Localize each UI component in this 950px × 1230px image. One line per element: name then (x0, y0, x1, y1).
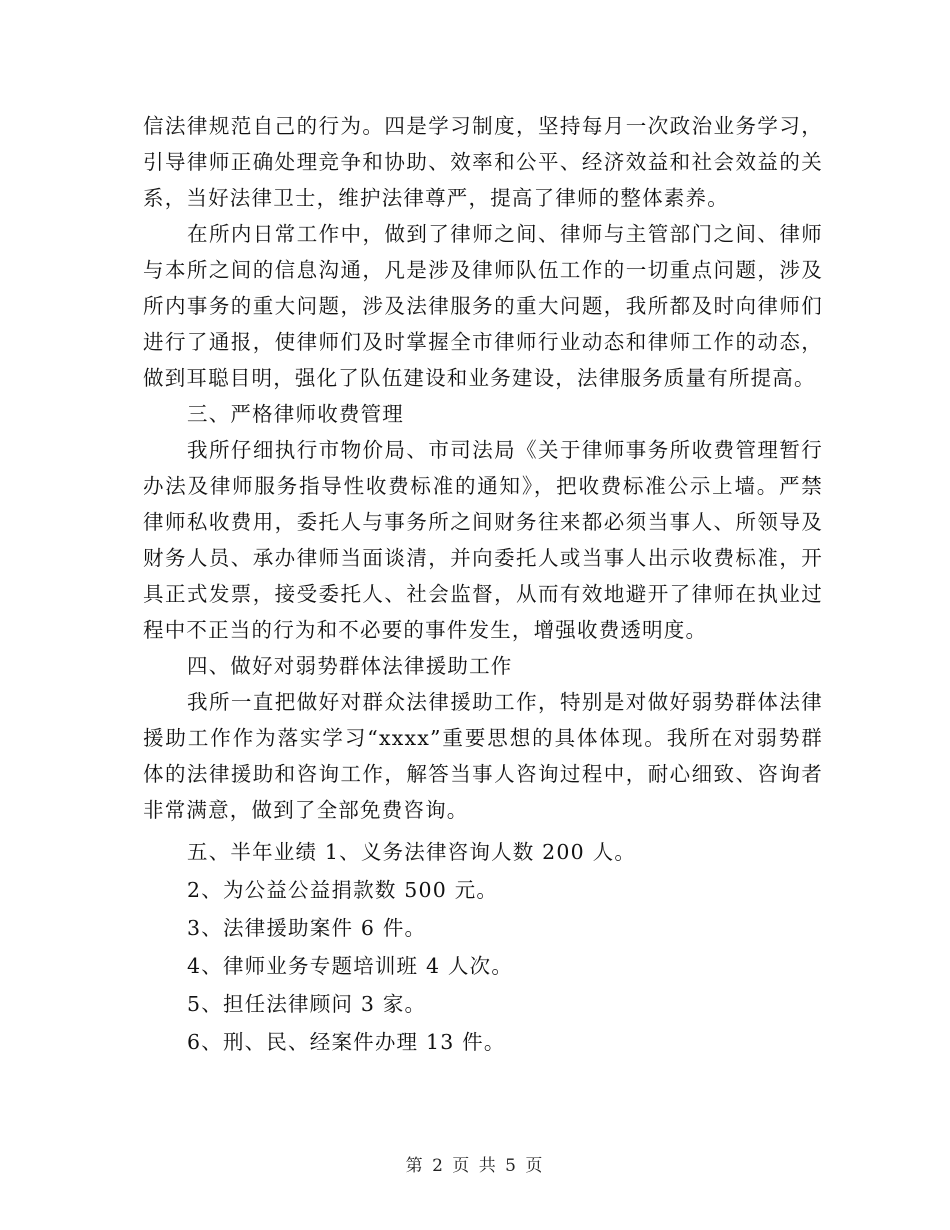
paragraph-legal-aid: 我所一直把做好对群众法律援助工作，特别是对做好弱势群体法律援助工作作为落实学习“xxxx”重要思想的具体体现。我所在对弱势群体的法律援助和咨询工作，解答当事人咨询过程中，耐心细致、咨询者非常满意，做到了全部免费咨询。 (143, 690, 823, 822)
list-item: 五、半年业绩 1、义务法律咨询人数 200 人。 (187, 840, 637, 864)
section-heading-fee-management: 三、严格律师收费管理 (187, 402, 404, 426)
performance-list (143, 834, 823, 1060)
list-item: 5、担任法律顾问 3 家。 (187, 992, 427, 1016)
list-item: 4、律师业务专题培训班 4 人次。 (187, 954, 514, 978)
list-item: 6、刑、民、经案件办理 13 件。 (187, 1030, 506, 1054)
section-heading-legal-aid: 四、做好对弱势群体法律援助工作 (187, 654, 513, 678)
document-body (143, 108, 823, 1062)
page-number-footer: 第 2 页 共 5 页 (405, 1156, 545, 1176)
paragraph-continued: 信法律规范自己的行为。四是学习制度，坚持每月一次政治业务学习，引导律师正确处理竞争和协助、效率和公平、经济效益和社会效益的关系，当好法律卫士，维护法律尊严，提高了律师的整体素养。 (143, 114, 823, 210)
list-item: 2、为公益公益捐款数 500 元。 (187, 878, 499, 902)
paragraph-internal-communication: 在所内日常工作中，做到了律师之间、律师与主管部门之间、律师与本所之间的信息沟通，凡是涉及律师队伍工作的一切重点问题，涉及所内事务的重大问题，涉及法律服务的重大问题，我所都及时向律师们进行了通报，使律师们及时掌握全市律师行业动态和律师工作的动态，做到耳聪目明，强化了队伍建设和业务建设，法律服务质量有所提高。 (143, 222, 823, 390)
paragraph-fee-management: 我所仔细执行市物价局、市司法局《关于律师事务所收费管理暂行办法及律师服务指导性收费标准的通知》，把收费标准公示上墙。严禁律师私收费用，委托人与事务所之间财务往来都必须当事人、所领导及财务人员、承办律师当面谈清，并向委托人或当事人出示收费标准，开具正式发票，接受委托人、社会监督，从而有效地避开了律师在执业过程中不正当的行为和不必要的事件发生，增强收费透明度。 (143, 438, 823, 642)
list-item: 3、法律援助案件 6 件。 (187, 916, 427, 940)
